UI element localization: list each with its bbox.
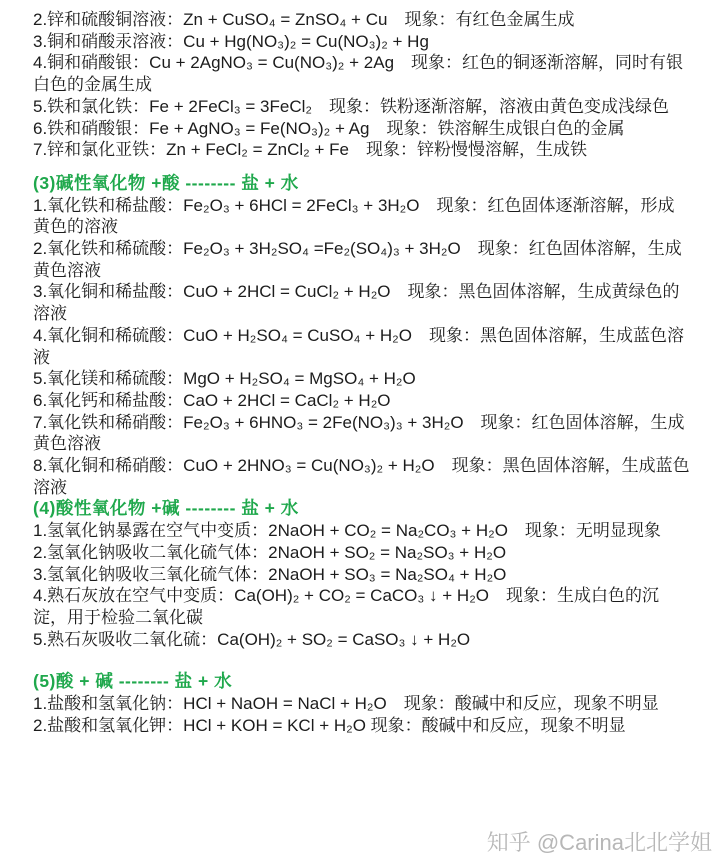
reaction-item: 1.盐酸和氢氧化钠：HCl + NaOH = NaCl + H₂O 现象：酸碱中和反应，现象不明显 [33,694,659,714]
reaction-item: 5.氧化镁和稀硫酸：MgO + H₂SO₄ = MgSO₄ + H₂O [33,369,416,389]
reaction-item: 7.氧化铁和稀硝酸：Fe₂O₃ + 6HNO₃ = 2Fe(NO₃)₃ + 3H₂O 现象：红色固体溶解，生成黄色溶液 [33,412,685,454]
reaction-item: 2.锌和硫酸铜溶液：Zn + CuSO₄ = ZnSO₄ + Cu 现象：有红色金属生成 [33,10,575,29]
reaction-item: 2.盐酸和氢氧化钾：HCl + KOH = KCl + H₂O 现象：酸碱中和反应，现象不明显 [33,715,626,735]
reaction-item: 3.铜和硝酸汞溶液：Cu + Hg(NO₃)₂ = Cu(NO₃)₂ + Hg [33,31,429,51]
reaction-item: 4.铜和硝酸银：Cu + 2AgNO₃ = Cu(NO₃)₂ + 2Ag 现象：红色的铜逐渐溶解，同时有银白色的金属生成 [33,53,684,95]
reaction-item: 2.氢氧化钠吸收二氧化硫气体：2NaOH + SO₂ = Na₂SO₃ + H₂O [33,542,507,562]
reaction-item: 3.氧化铜和稀盐酸：CuO + 2HCl = CuCl₂ + H₂O 现象：黑色固体溶解，生成黄绿色的溶液 [33,282,680,324]
zhihu-watermark: 知乎 @Carina北北学姐 [486,830,712,856]
reaction-item: 3.氢氧化钠吸收三氧化硫气体：2NaOH + SO₃ = Na₂SO₄ + H₂O [33,564,507,584]
section-header-basic-oxide-acid: (3)碱性氧化物 +酸 -------- 盐 + 水 [33,172,299,193]
reaction-item: 5.熟石灰吸收二氧化硫：Ca(OH)₂ + SO₂ = CaSO₃ ↓ + H₂O [33,629,471,649]
reaction-item: 5.铁和氯化铁：Fe + 2FeCl₃ = 3FeCl₂ 现象：铁粉逐渐溶解，溶液由黄色变成浅绿色 [33,96,669,116]
section-header-acidic-oxide-base: (4)酸性氧化物 +碱 -------- 盐 + 水 [33,498,299,519]
reaction-item: 4.熟石灰放在空气中变质：Ca(OH)₂ + CO₂ = CaCO₃ ↓ + H₂O 现象：生成白色的沉淀，用于检验二氧化碳 [33,586,660,627]
reaction-item: 6.铁和硝酸银：Fe + AgNO₃ = Fe(NO₃)₂ + Ag 现象：铁溶解生成银白色的金属 [33,118,625,138]
reaction-item: 1.氢氧化钠暴露在空气中变质：2NaOH + CO₂ = Na₂CO₃ + H₂O 现象：无明显现象 [33,521,661,541]
reaction-item: 1.氧化铁和稀盐酸：Fe₂O₃ + 6HCl = 2FeCl₃ + 3H₂O 现象：红色固体逐渐溶解，形成黄色的溶液 [33,195,675,237]
section-header-acid-base: (5)酸 + 碱 -------- 盐 + 水 [33,671,233,692]
reaction-item: 7.锌和氯化亚铁：Zn + FeCl₂ = ZnCl₂ + Fe 现象：锌粉慢慢溶解，生成铁 [33,140,587,160]
reaction-item: 4.氧化铜和稀硫酸：CuO + H₂SO₄ = CuSO₄ + H₂O 现象：黑色固体溶解，生成蓝色溶液 [33,325,684,367]
reaction-item: 6.氧化钙和稀盐酸：CaO + 2HCl = CaCl₂ + H₂O [33,390,391,410]
reaction-item: 2.氧化铁和稀硫酸：Fe₂O₃ + 3H₂SO₄ =Fe₂(SO₄)₃ + 3H₂O 现象：红色固体溶解，生成黄色溶液 [33,239,682,280]
reaction-item: 8.氧化铜和稀硝酸：CuO + 2HNO₃ = Cu(NO₃)₂ + H₂O 现象：黑色固体溶解，生成蓝色溶液 [33,456,690,497]
